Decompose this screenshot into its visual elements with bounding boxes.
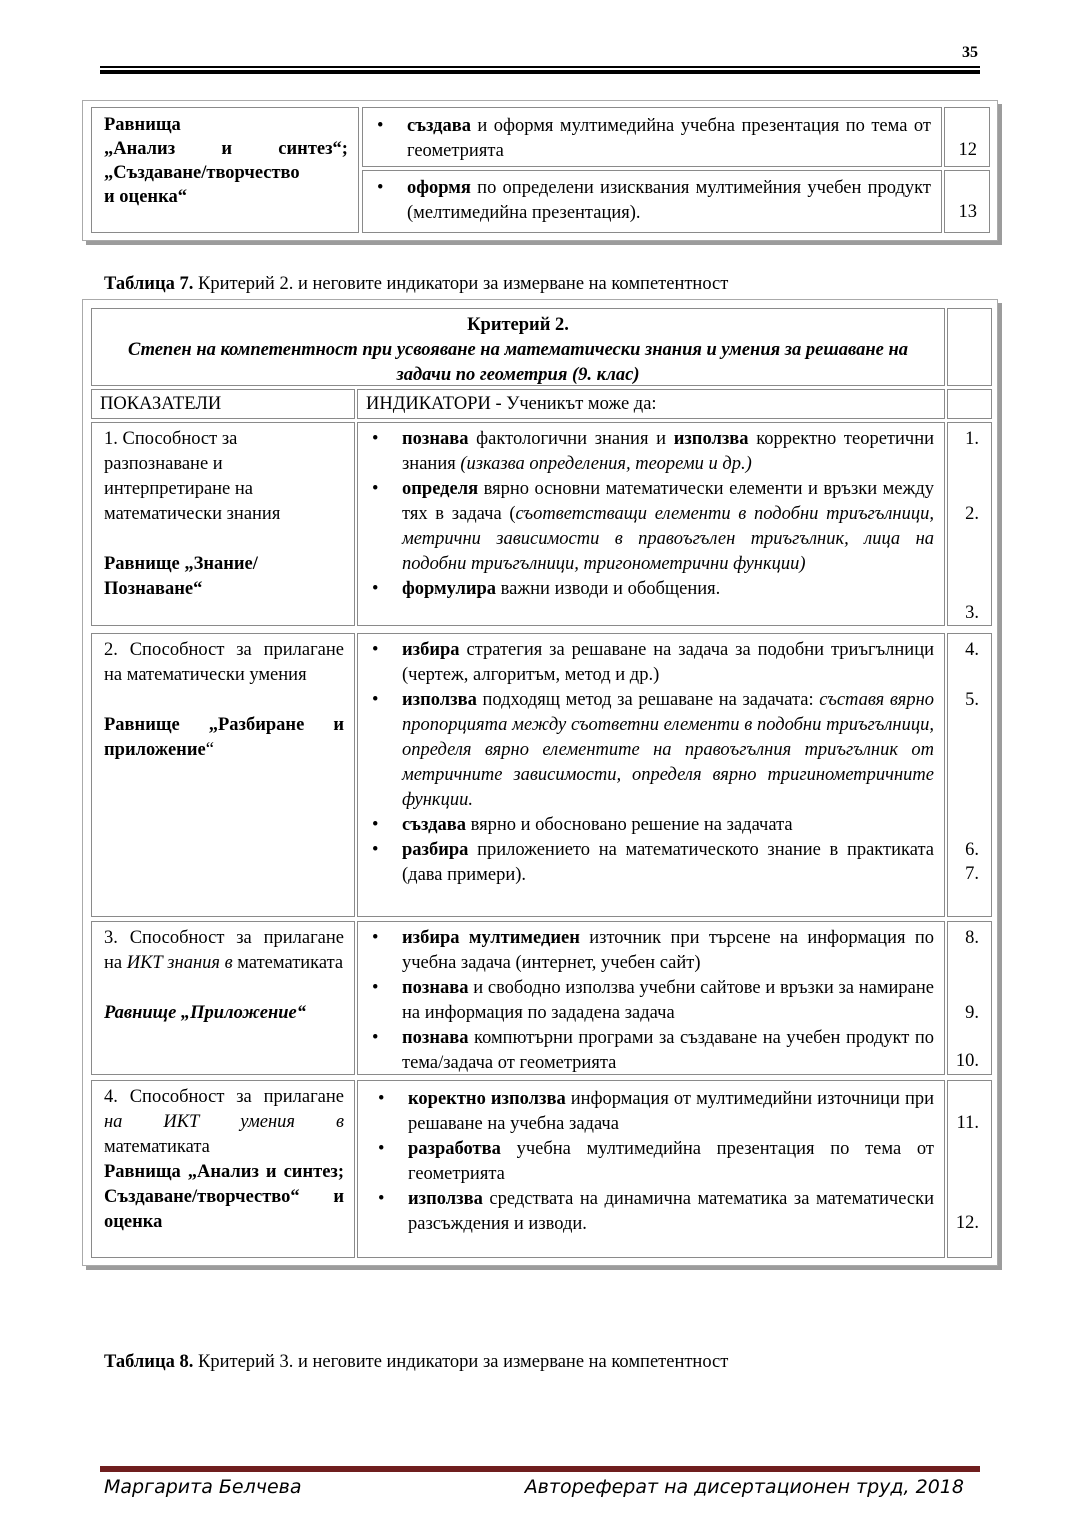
- row-number: 12.: [955, 1213, 979, 1233]
- indicator-text: 1. Способност за разпознаване и интерпретиране на математически знания: [104, 429, 281, 524]
- indicator-cell-1: [91, 422, 355, 626]
- top-table: [82, 100, 998, 241]
- top-table-level-cell: [91, 107, 359, 233]
- list-item: • използва средствата на динамична математика за математически разсъждения и изводи.: [358, 1187, 944, 1237]
- table7-caption: Таблица 7. Критерий 2. и неговите индикатори за измерване на компетентност: [104, 274, 729, 294]
- list-item: • формулира важни изводи и обобщения.: [358, 577, 944, 602]
- row-number: 13: [958, 202, 977, 222]
- list-item: • създава и оформя мултимедийна учебна презентация по тема от геометрията: [363, 114, 941, 164]
- row-number: 9.: [965, 1003, 979, 1023]
- list-item: • познава фактологични знания и използва корректно теоретични знания (изказва определения, теореми и др.): [358, 427, 944, 477]
- table8-caption: Таблица 8. Критерий 3. и неговите индикатори за измерване на компетентност: [104, 1352, 729, 1372]
- row-number: 7.: [965, 864, 979, 884]
- list-item: • разбира приложението на математическото знание в практиката (дава примери).: [358, 838, 944, 888]
- descriptor-cell-3: [357, 921, 945, 1075]
- num-cell-3: [947, 921, 992, 1075]
- criterion-header-num-cell: [947, 308, 992, 386]
- table7: [82, 299, 998, 1266]
- list-item: • коректно използва информация от мултимедийни източници при решаване на учебна задача: [358, 1087, 944, 1137]
- criterion-subtitle: Степен на компетентност при усвояване на математически знания и умения за решаване на задачи по геометрия (9. клас): [127, 340, 909, 385]
- list-item: • създава вярно и обосновано решение на задачата: [358, 813, 944, 838]
- header-rule: [100, 66, 980, 78]
- top-table-num-2: [944, 170, 990, 233]
- indicator-level: Равнище „Знание/Познаване“: [104, 554, 258, 599]
- list-item: • познава компютърни програми за създаване на учебен продукт по тема/задача от геометрията: [358, 1026, 944, 1076]
- list-item: • използва подходящ метод за решаване на задачата: съставя вярно пропорцията между съответни елементи в подобни триъгълници, определя вярно елементите на правоъгълния триъгълник от метричните зависимости, определя вярно тригинометричните функции.: [358, 688, 944, 813]
- top-table-num-1: [944, 107, 990, 167]
- footer-title: Автореферат на дисертационен труд, 2018: [524, 1476, 964, 1498]
- row-number: 5.: [965, 690, 979, 710]
- row-number: 10.: [955, 1051, 979, 1071]
- list-item: • оформя по определени изисквания мултимейния учебен продукт (мелтимедийна презентация).: [363, 176, 941, 226]
- list-item: • познава и свободно използва учебни сайтове и връзки за намиране на информация по зададена задача: [358, 976, 944, 1026]
- indicator-cell-4: [91, 1080, 355, 1258]
- indicator-level: Равнища „Анализ и синтез; Създаване/творчество“ и оценка: [104, 1162, 344, 1232]
- descriptor-cell-2: [357, 633, 945, 917]
- indicator-text: 3. Способност за прилагане на ИКТ знания в математиката: [104, 928, 344, 973]
- row-number: 11.: [956, 1113, 979, 1133]
- indicator-level: Равнище „Приложение“: [104, 1003, 306, 1023]
- level-line: и оценка“: [104, 187, 187, 207]
- indicator-cell-2: [91, 633, 355, 917]
- row-number: 8.: [965, 928, 979, 948]
- indicator-text: 2. Способност за прилагане на математически умения: [104, 640, 344, 685]
- level-word: и: [221, 139, 233, 159]
- level-line: „Създаване/творчество: [104, 163, 300, 183]
- row-number: 1.: [965, 429, 979, 449]
- row-number: 4.: [965, 640, 979, 660]
- criterion-header-cell: [91, 308, 945, 386]
- criterion-title: Критерий 2.: [467, 315, 569, 335]
- list-item: • избира мултимедиен източник при търсене на информация по учебна задача (интернет, учебен сайт): [358, 926, 944, 976]
- row-number: 6.: [965, 840, 979, 860]
- descriptor-cell-4: [357, 1080, 945, 1258]
- col-header-num: [947, 389, 992, 419]
- row-number: 3.: [965, 603, 979, 623]
- num-cell-1: [947, 422, 992, 626]
- list-item: • определя вярно основни математически елементи и връзки между тях в задача (съответстващи елементи в подобни триъгълници, метрични зависимости в правоъгълен триъгълник, лица на подобни триъгълници, тригонометрични функции): [358, 477, 944, 577]
- col-header-indicators: ПОКАЗАТЕЛИ: [91, 389, 355, 419]
- level-word: синтез“;: [278, 139, 348, 159]
- top-table-row-1: [362, 107, 942, 167]
- level-word: „Анализ: [104, 139, 176, 159]
- indicator-cell-3: [91, 921, 355, 1075]
- indicator-text: 4. Способност за прилагане на ИКТ умения в математиката: [104, 1087, 344, 1157]
- row-number: 12: [958, 140, 977, 160]
- top-table-row-2: [362, 170, 942, 233]
- list-item: • разработва учебна мултимедийна презентация по тема от геометрията: [358, 1137, 944, 1187]
- level-line: Равнища: [104, 115, 181, 135]
- row-number: 2.: [965, 504, 979, 524]
- descriptor-cell-1: [357, 422, 945, 626]
- footer-author: Маргарита Белчева: [104, 1476, 302, 1498]
- num-cell-2: [947, 633, 992, 917]
- page-number: 35: [962, 44, 978, 61]
- indicator-level: Равнище „Разбиране и приложение“: [104, 715, 344, 760]
- level-line: [104, 137, 348, 161]
- list-item: • избира стратегия за решаване на задача за подобни триъгълници (чертеж, алгоритъм, метод и др.): [358, 638, 944, 688]
- col-header-descriptors: ИНДИКАТОРИ - Ученикът може да:: [357, 389, 945, 419]
- footer-rule: [100, 1466, 980, 1472]
- num-cell-4: [947, 1080, 992, 1258]
